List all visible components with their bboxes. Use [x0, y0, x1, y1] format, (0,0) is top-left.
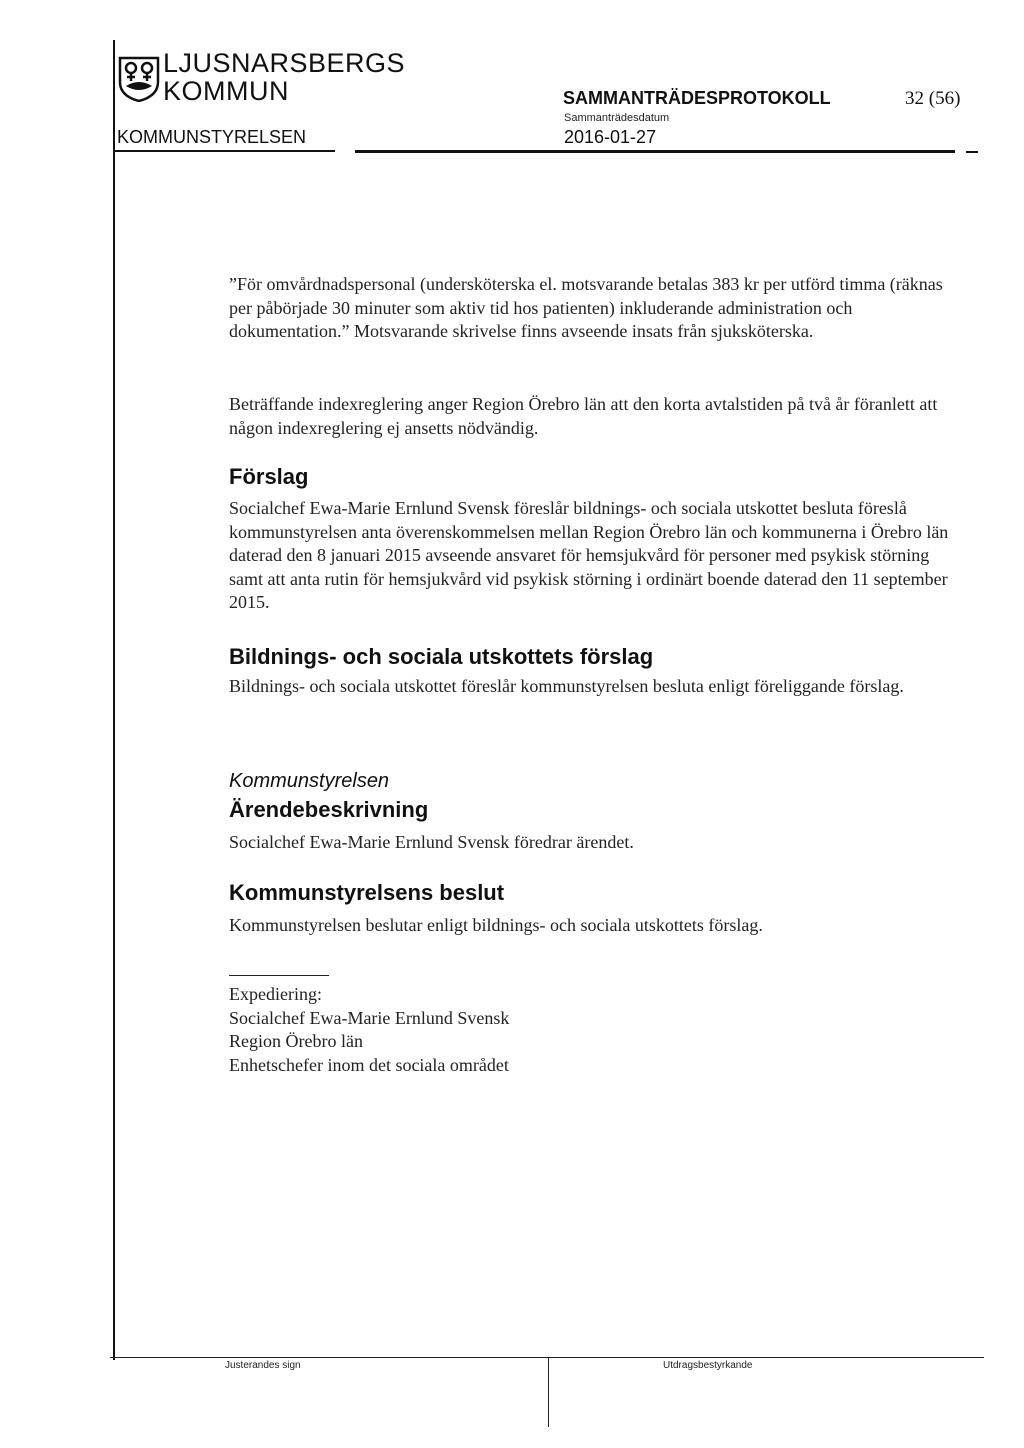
- page-number: 32 (56): [905, 88, 961, 109]
- meeting-date: 2016-01-27: [564, 127, 657, 147]
- committee-proposal-text: Bildnings- och sociala utskottet föreslår kommunstyrelsen besluta enligt föreliggande förslag.: [229, 676, 904, 696]
- document-type: SAMMANTRÄDESPROTOKOLL: [563, 88, 831, 108]
- meeting-date-label: Sammanträdesdatum: [564, 112, 670, 124]
- committee-proposal-heading: Bildnings- och sociala utskottets förslag: [229, 644, 654, 669]
- footer-separator: [548, 1357, 549, 1427]
- decision-heading: Kommunstyrelsens beslut: [229, 880, 505, 905]
- committee-name: KOMMUNSTYRELSEN: [117, 127, 307, 147]
- adjuster-signature-label: Justerandes sign: [225, 1360, 301, 1371]
- extract-certification-label: Utdragsbestyrkande: [663, 1360, 753, 1371]
- organization-name-line2: KOMMUN: [163, 76, 289, 106]
- decision-text: Kommunstyrelsen beslutar enligt bildnings- och sociala utskottets förslag.: [229, 915, 763, 935]
- dispatch-recipient: Socialchef Ewa-Marie Ernlund Svensk: [229, 1008, 510, 1028]
- dispatch-label: Expediering:: [229, 984, 322, 1004]
- quote-paragraph: ”För omvårdnadspersonal (undersköterska el. motsvarande betalas 383 kr per utförd timma (räknas per påbörjade 30 minuter som aktiv tid hos patienten) inkluderande administration och dokumentation.” Motsvarande skrivelse finns avseende insats från sjuksköterska.: [229, 274, 943, 341]
- proposal-heading: Förslag: [229, 464, 309, 489]
- index-paragraph: Beträffande indexreglering anger Region Örebro län att den korta avtalstiden på två år föranlett att någon indexreglering ej ansetts nödvändig.: [229, 394, 938, 438]
- header-rule: [355, 150, 955, 153]
- dispatch-recipient: Region Örebro län: [229, 1031, 363, 1051]
- header-rule: [113, 150, 335, 152]
- left-margin-line: [113, 40, 115, 1360]
- case-heading: Ärendebeskrivning: [229, 797, 429, 822]
- dispatch-recipient: Enhetschefer inom det sociala området: [229, 1055, 509, 1075]
- dispatch-rule: [229, 975, 329, 976]
- proposal-text: Socialchef Ewa-Marie Ernlund Svensk föreslår bildnings- och sociala utskottet besluta föreslå kommunstyrelsen anta överenskommelsen mellan Region Örebro län och kommunerna i Örebro län daterad den 8 januari 2015 avseende ansvaret för hemsjukvård för personer med psykisk störning samt att anta rutin för hemsjukvård vid psykisk störning i ordinärt boende daterad den 11 september 2015.: [229, 498, 949, 612]
- municipality-crest-icon: [118, 56, 160, 102]
- footer-rule: [110, 1357, 984, 1358]
- organization-name-line1: LJUSNARSBERGS: [163, 48, 406, 78]
- board-label: Kommunstyrelsen: [229, 770, 390, 792]
- case-text: Socialchef Ewa-Marie Ernlund Svensk föredrar ärendet.: [229, 832, 634, 852]
- header-rule: [966, 151, 978, 153]
